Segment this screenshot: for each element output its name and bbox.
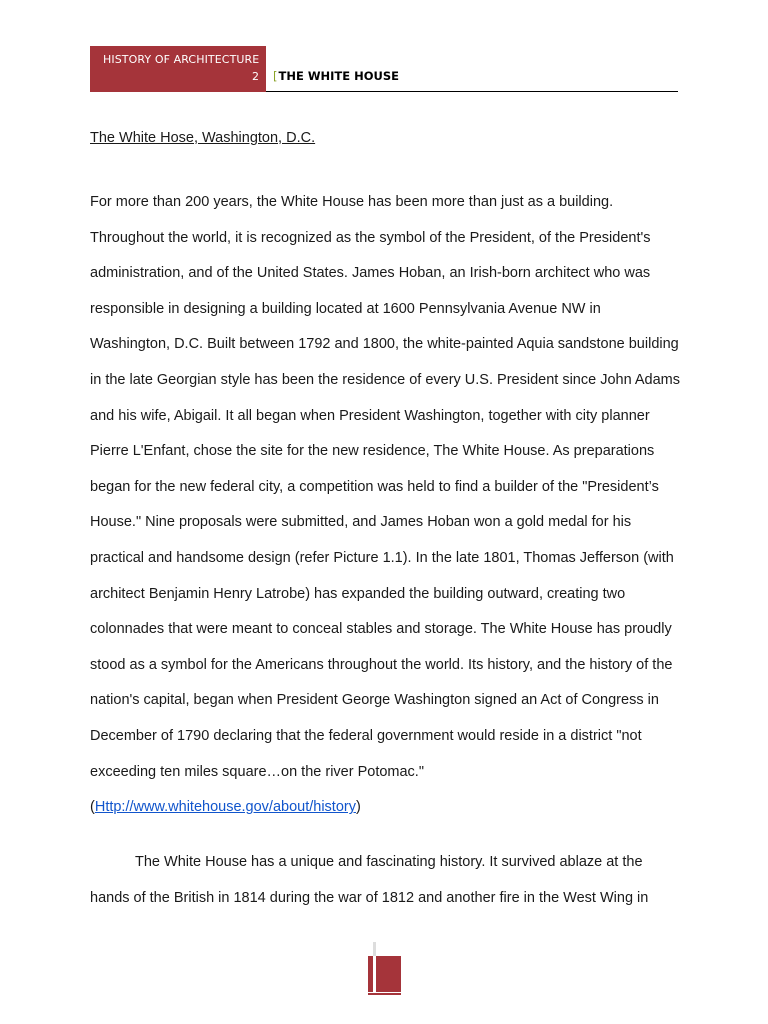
header-bracket: [ (273, 69, 278, 83)
body-paragraph-2: The White House has a unique and fascinating history. It survived ablaze at the hands of the British in 1814 during the war of 1812 and another fire in the West Wing in (90, 854, 649, 906)
header-title-text: THE WHITE HOUSE (278, 69, 399, 83)
footer-logo-underline (368, 993, 401, 995)
header-banner (90, 46, 266, 92)
header-document-title (273, 69, 399, 83)
paragraph-1-close: ) (355, 799, 361, 816)
page-footer-logo-icon (368, 942, 401, 996)
footer-logo-bar-top (373, 942, 376, 956)
footer-logo-bar (373, 956, 376, 992)
header-page-number: 2 (252, 70, 259, 83)
paragraph-1-text: For more than 200 years, the White House has been more than just as a building. Throughout the world, it is recognized as the symbol of the President, of the President's administration, and of the United States. James Hoban, an Irish-born architect who was responsible in designing a building located at 1600 Pennsylvania Avenue NW in Washington, D.C. Built between 1792 and 1800, the white-painted Aquia sandstone building in the late Georgian style has been the residence of every U.S. President since John Adams and his wife, Abigail. It all began when President Washington, together with city planner Pierre L'Enfant, chose the site for the new residence, The White House. As preparations began for the new federal city, a competition was held to find a builder of the "President’s House." Nine proposals were submitted, and James Hoban won a gold medal for his practical and handsome design (refer Picture 1.1). In the late 1801, Thomas Jefferson (with architect Benjamin Henry Latrobe) has expanded the building outward, creating two colonnades that were meant to conceal stables and storage. The White House has proudly stood as a symbol for the Americans throughout the world. Its history, and the history of the nation's capital, began when President George Washington signed an Act of Congress in December of 1790 declaring that the federal government would reside in a district "not exceeding ten miles square…on the river Potomac." ( (90, 194, 681, 816)
header-course-title: HISTORY OF ARCHITECTURE (103, 53, 260, 66)
history-link[interactable]: Http://www.whitehouse.gov/about/history (94, 799, 356, 816)
document-heading: The White Hose, Washington, D.C. (90, 130, 316, 146)
body-paragraph-1 (90, 185, 680, 826)
header-divider (266, 91, 678, 92)
